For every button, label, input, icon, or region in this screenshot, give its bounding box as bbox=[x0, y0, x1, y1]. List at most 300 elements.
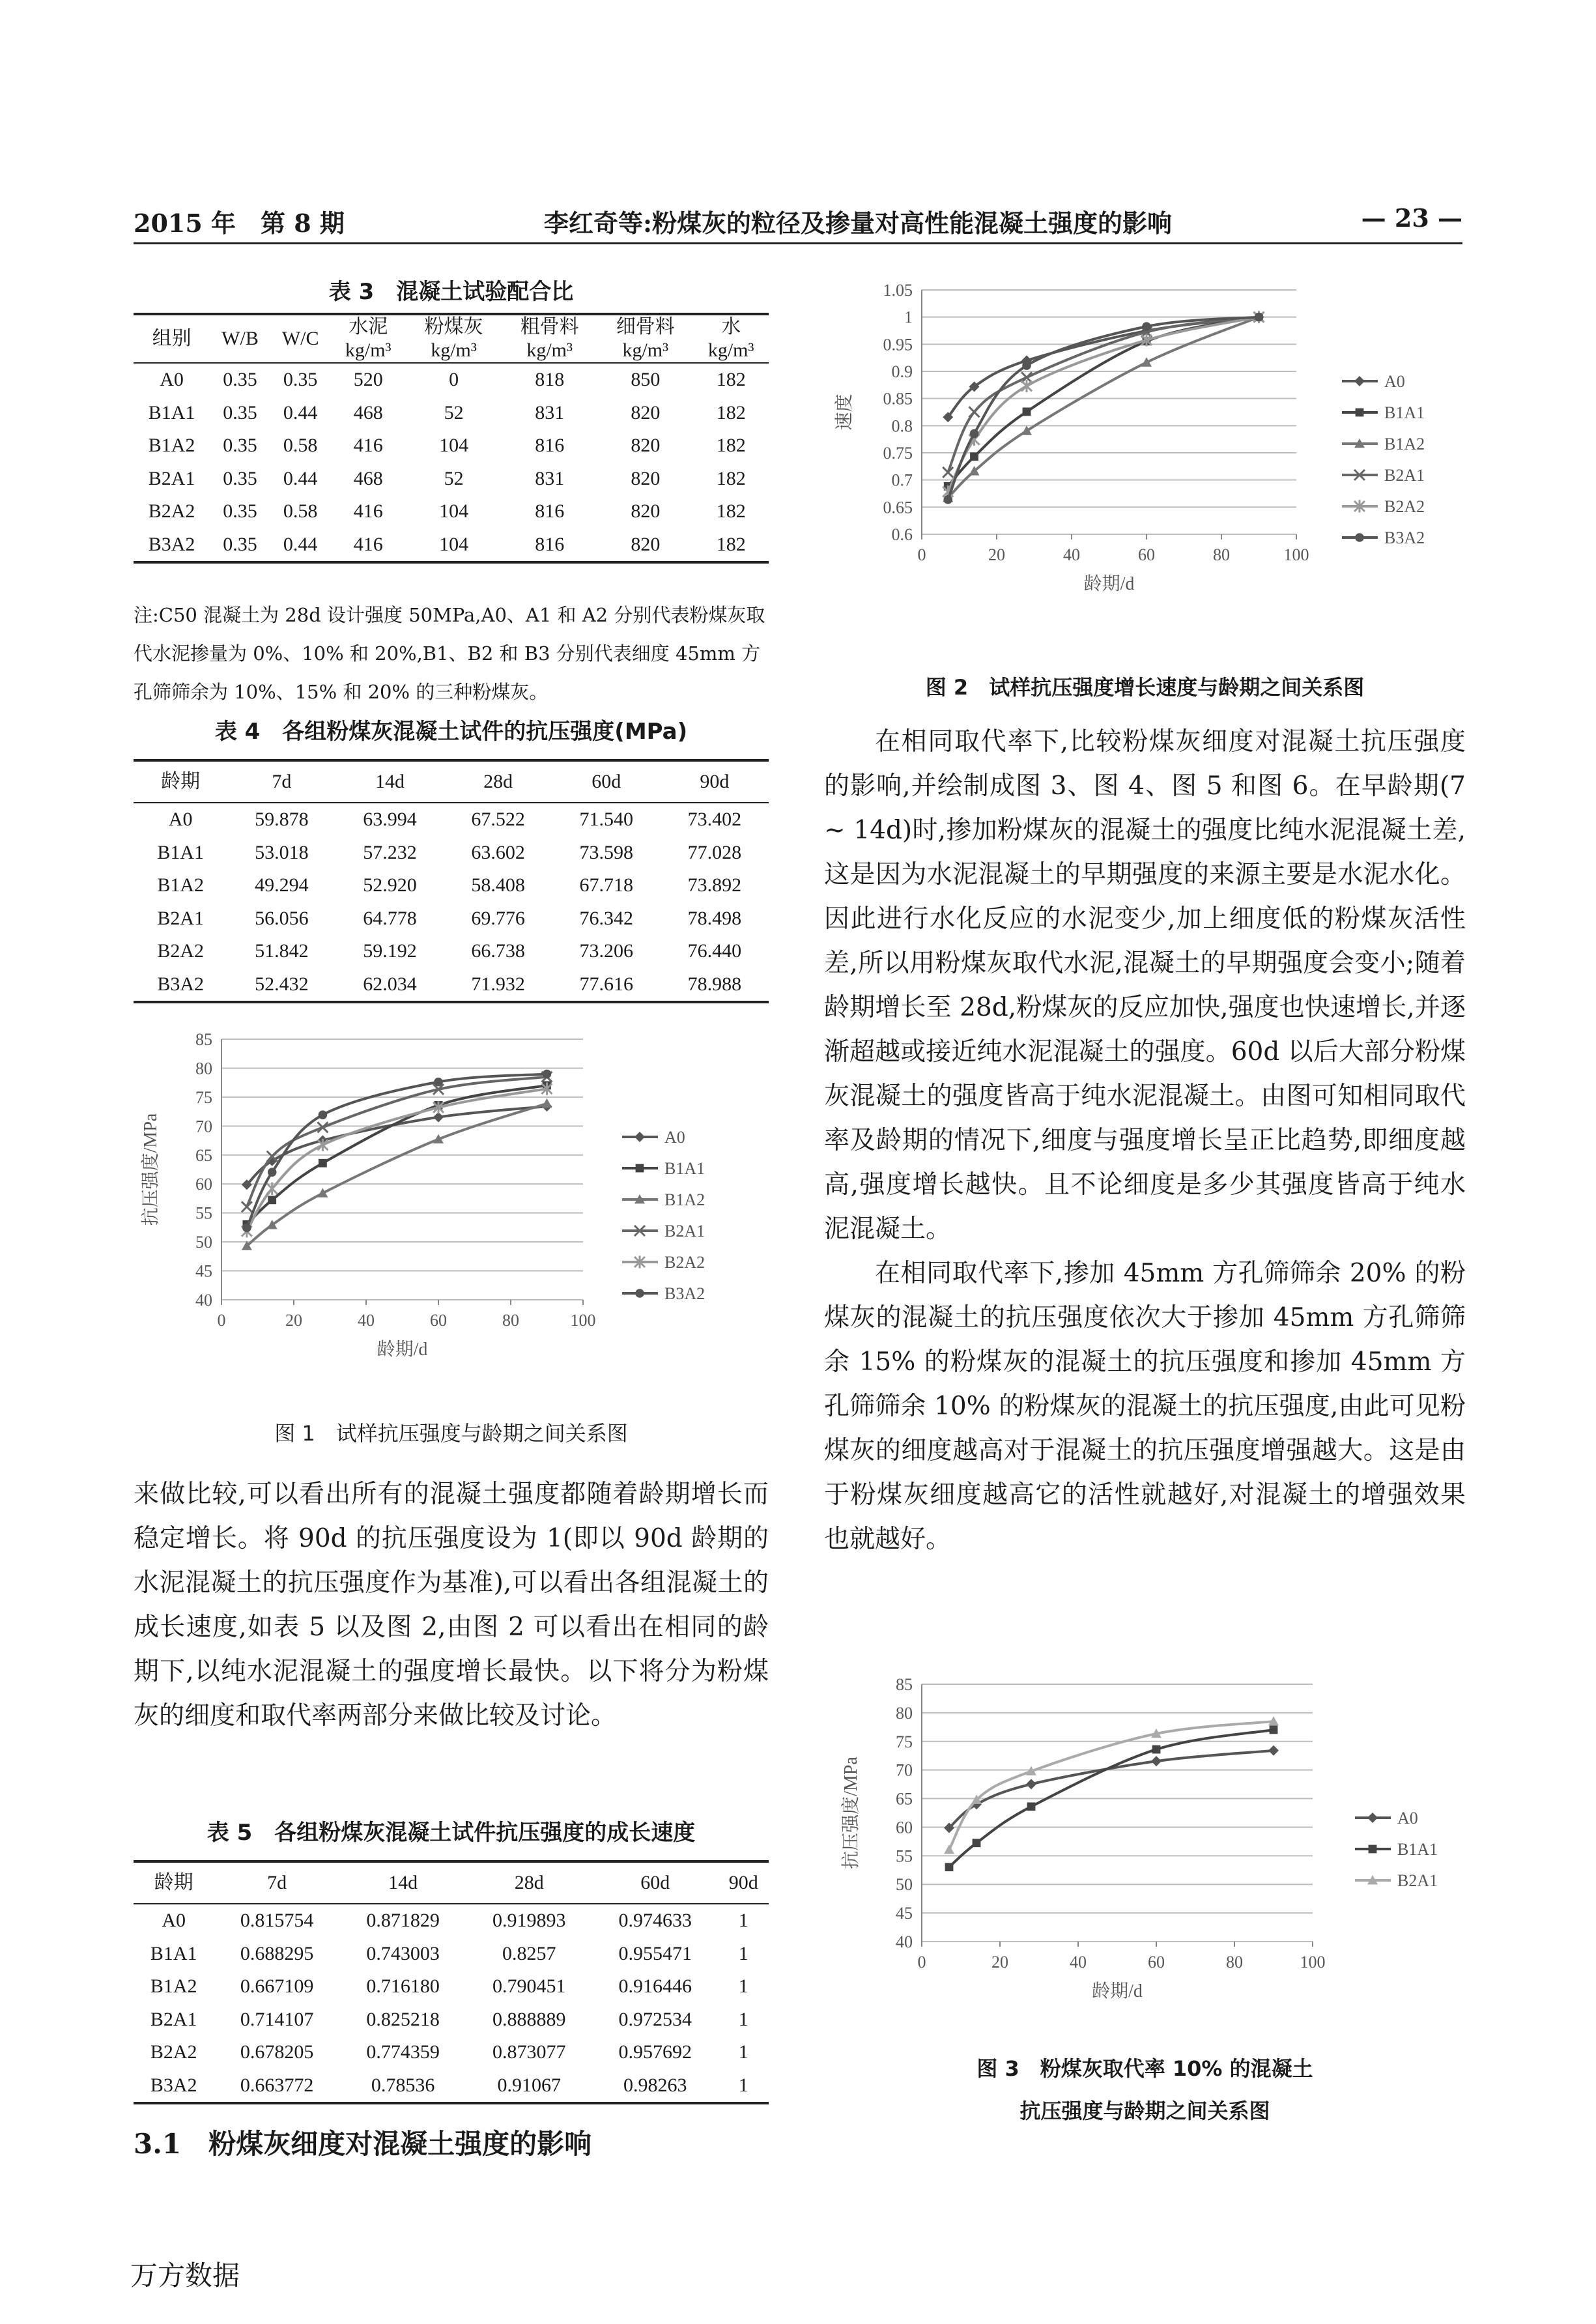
x-tick-label: 40 bbox=[1070, 1953, 1087, 1972]
table-cell: 0.815754 bbox=[214, 1904, 340, 1938]
table-header-cell: 7d bbox=[227, 760, 335, 803]
x-tick-label: 80 bbox=[1213, 545, 1230, 564]
table-cell: 0.974633 bbox=[592, 1904, 719, 1938]
y-tick-label: 0.75 bbox=[883, 444, 913, 463]
table-cell: 0.957692 bbox=[618, 2041, 692, 2063]
journal-issue: 2015 年 第 8 期 bbox=[134, 208, 345, 238]
table-cell: 182 bbox=[716, 500, 746, 523]
row-label: B1A2 bbox=[150, 1975, 197, 1998]
table-header-cell: 90d bbox=[719, 1861, 769, 1904]
t3-h-wb: W/B bbox=[210, 314, 270, 363]
table-cell: 0.35 bbox=[270, 363, 331, 397]
table-cell: 0 bbox=[406, 363, 502, 397]
y-tick-label: 70 bbox=[195, 1117, 212, 1136]
figure2-title: 图 2 试样抗压强度增长速度与龄期之间关系图 bbox=[925, 675, 1365, 700]
row-label: B2A1 bbox=[148, 467, 195, 489]
data-point bbox=[319, 1159, 327, 1168]
series-line bbox=[948, 317, 1259, 487]
table-cell: 0.44 bbox=[270, 528, 331, 563]
row-label: B2A2 bbox=[157, 940, 205, 962]
table-cell: 63.602 bbox=[471, 841, 525, 863]
table-cell: 67.718 bbox=[579, 874, 634, 897]
table-row bbox=[134, 803, 769, 837]
table-cell: 58.408 bbox=[471, 874, 525, 897]
table-header-cell: 90d bbox=[661, 760, 769, 803]
legend-label: B2A1 bbox=[664, 1222, 705, 1241]
series-B2A1 bbox=[242, 1072, 552, 1212]
table-cell: 1 bbox=[719, 2069, 769, 2104]
y-tick-label: 45 bbox=[195, 1261, 212, 1281]
data-point bbox=[1027, 1802, 1036, 1811]
table-cell: 0.35 bbox=[223, 467, 257, 489]
table-cell: 64.778 bbox=[363, 907, 417, 929]
section-heading: 3.1 粉煤灰细度对混凝土强度的影响 bbox=[134, 2128, 592, 2160]
table-cell: 816 bbox=[535, 500, 565, 523]
y-tick-label: 50 bbox=[896, 1875, 913, 1895]
table-row bbox=[134, 968, 769, 1003]
data-point bbox=[1255, 313, 1264, 322]
figure3-chart bbox=[837, 1671, 1466, 2007]
table-row bbox=[134, 463, 769, 496]
table-cell: 416 bbox=[330, 528, 406, 563]
table-cell: 71.540 bbox=[552, 803, 661, 837]
data-point bbox=[242, 1224, 251, 1233]
row-label: B2A2 bbox=[150, 2041, 197, 2063]
row-label: B2A2 bbox=[148, 500, 195, 523]
series-B1A2 bbox=[242, 1098, 552, 1250]
table-cell: 78.988 bbox=[661, 968, 769, 1003]
table-cell: 66.738 bbox=[471, 940, 525, 962]
x-axis-label: 龄期/d bbox=[1083, 574, 1135, 594]
y-tick-label: 0.7 bbox=[891, 470, 913, 490]
x-tick-label: 100 bbox=[1283, 545, 1309, 564]
data-point bbox=[970, 429, 979, 438]
data-point bbox=[1356, 409, 1364, 417]
table-cell: 63.994 bbox=[335, 803, 444, 837]
table-cell: 1 bbox=[738, 1942, 748, 1964]
table-cell: 0.678205 bbox=[240, 2041, 314, 2063]
data-point bbox=[635, 1289, 644, 1298]
table-cell: 1 bbox=[738, 2041, 748, 2063]
data-point bbox=[317, 1122, 328, 1132]
table-cell: 816 bbox=[502, 528, 597, 563]
table-cell: 0.688295 bbox=[240, 1942, 314, 1964]
data-point bbox=[543, 1070, 552, 1079]
row-label: B3A2 bbox=[134, 968, 227, 1003]
table-cell: 53.018 bbox=[255, 841, 309, 863]
table-cell: 0.58 bbox=[283, 500, 318, 523]
table3-caption: 表 3 混凝土试验配合比 bbox=[328, 279, 574, 305]
table-cell: 0.44 bbox=[283, 401, 318, 423]
t3-h-flyash: 粉煤灰 bbox=[406, 314, 502, 339]
table-cell: 71.932 bbox=[444, 968, 552, 1003]
figure1-title: 图 1 试样抗压强度与龄期之间关系图 bbox=[274, 1421, 628, 1446]
table-cell: 76.342 bbox=[579, 907, 634, 929]
y-tick-label: 0.85 bbox=[883, 389, 913, 409]
t3-h-group: 组别 bbox=[134, 314, 210, 363]
y-tick-label: 45 bbox=[896, 1904, 913, 1923]
table-header-cell: 7d bbox=[214, 1861, 340, 1904]
data-point bbox=[267, 1183, 278, 1195]
data-point bbox=[1270, 1726, 1278, 1734]
table-row bbox=[134, 397, 769, 430]
y-tick-label: 40 bbox=[195, 1291, 212, 1310]
table-cell: 468 bbox=[353, 401, 383, 423]
table-cell: 78.498 bbox=[687, 907, 742, 929]
y-axis-label: 速度 bbox=[834, 394, 855, 431]
table-header-cell: 60d bbox=[592, 1861, 719, 1904]
y-tick-label: 85 bbox=[195, 1030, 212, 1049]
data-point bbox=[1367, 1813, 1378, 1823]
legend-label: A0 bbox=[1384, 372, 1405, 391]
row-label: B3A2 bbox=[134, 528, 210, 563]
y-axis-label: 抗压强度/MPa bbox=[841, 1757, 861, 1869]
row-label: B1A2 bbox=[148, 435, 195, 457]
article-title: 李红奇等:粉煤灰的粒径及掺量对高性能混凝土强度的影响 bbox=[544, 208, 1173, 238]
data-point bbox=[542, 1098, 552, 1108]
data-point bbox=[1152, 1745, 1161, 1754]
series-line bbox=[948, 317, 1259, 492]
y-tick-label: 60 bbox=[195, 1175, 212, 1194]
table-header-cell: 龄期 bbox=[134, 760, 227, 803]
table-cell: 850 bbox=[597, 363, 693, 397]
x-tick-label: 0 bbox=[917, 1953, 926, 1972]
table-row bbox=[134, 902, 769, 936]
table-header-cell: 14d bbox=[340, 1861, 466, 1904]
x-tick-label: 0 bbox=[217, 1311, 226, 1330]
x-axis-label: 龄期/d bbox=[377, 1340, 428, 1360]
series-A0 bbox=[944, 1745, 1279, 1833]
data-point bbox=[943, 467, 953, 478]
table5-caption: 表 5 各组粉煤灰混凝土试件抗压强度的成长速度 bbox=[207, 1820, 696, 1846]
row-label: B1A2 bbox=[157, 874, 205, 897]
data-point bbox=[1023, 408, 1031, 416]
table-cell: 0.78536 bbox=[340, 2069, 466, 2104]
series-line bbox=[948, 317, 1259, 418]
table-row bbox=[134, 429, 769, 463]
data-point bbox=[242, 1201, 252, 1212]
table-cell: 0.790451 bbox=[492, 1975, 566, 1998]
x-tick-label: 20 bbox=[988, 545, 1005, 564]
table-cell: 57.232 bbox=[363, 841, 417, 863]
y-axis-label: 抗压强度/MPa bbox=[141, 1113, 161, 1226]
table-row bbox=[134, 869, 769, 902]
page-header bbox=[134, 203, 1462, 244]
legend-label: B2A1 bbox=[1384, 466, 1425, 485]
t3-h-water: 水 bbox=[693, 314, 769, 339]
paragraph: 来做比较,可以看出所有的混凝土强度都随着龄期增长而稳定增长。将 90d 的抗压强度设为 1(即以 90d 龄期的水泥混凝土的抗压强度作为基准),可以看出各组混凝土的成长速度,如表 5 以及图 2,由图 2 可以看出在相同的龄期下,以纯水泥混凝土的强度增长最快。以下将分为粉煤灰的细度和取代率两部分来做比较及讨论。 bbox=[134, 1480, 769, 1730]
t3-unit: kg/m³ bbox=[707, 339, 754, 361]
table-cell: 0.873077 bbox=[492, 2041, 566, 2063]
row-label: B3A2 bbox=[134, 2069, 214, 2104]
table-row bbox=[134, 837, 769, 870]
table-cell: 818 bbox=[502, 363, 597, 397]
data-point bbox=[634, 1132, 645, 1142]
table-cell: 831 bbox=[535, 401, 565, 423]
x-axis-label: 龄期/d bbox=[1092, 1981, 1143, 2001]
y-tick-label: 55 bbox=[896, 1846, 913, 1866]
table-cell: 1 bbox=[719, 1904, 769, 1938]
data-point bbox=[944, 1844, 954, 1854]
data-point bbox=[1369, 1845, 1377, 1854]
y-tick-label: 0.95 bbox=[883, 335, 913, 354]
row-label: B1A1 bbox=[157, 841, 205, 863]
x-tick-label: 60 bbox=[1138, 545, 1155, 564]
table-cell: 0.972534 bbox=[618, 2008, 692, 2030]
table-cell: 51.842 bbox=[255, 940, 309, 962]
data-point bbox=[943, 495, 952, 504]
table-cell: 76.440 bbox=[687, 940, 742, 962]
legend-label: B3A2 bbox=[1384, 528, 1425, 547]
data-point bbox=[317, 1139, 328, 1151]
table-cell: 0.919893 bbox=[466, 1904, 592, 1938]
table-cell: 73.892 bbox=[687, 874, 742, 897]
table-cell: 0.91067 bbox=[466, 2069, 592, 2104]
table-row bbox=[134, 495, 769, 528]
y-tick-label: 85 bbox=[896, 1675, 913, 1694]
left-body-text bbox=[134, 1472, 769, 1738]
table-cell: 820 bbox=[597, 528, 693, 563]
table-cell: 0.58 bbox=[283, 435, 318, 457]
table-cell: 0.743003 bbox=[366, 1942, 440, 1964]
figure1-chart bbox=[134, 1026, 769, 1365]
table-cell: 0.888889 bbox=[492, 2008, 566, 2030]
table-cell: 0.44 bbox=[283, 467, 318, 489]
table-cell: 62.034 bbox=[335, 968, 444, 1003]
table-cell: 816 bbox=[535, 435, 565, 457]
table-cell: 182 bbox=[716, 467, 746, 489]
table-cell: 182 bbox=[716, 401, 746, 423]
data-point bbox=[1142, 322, 1151, 331]
legend-label: B2A2 bbox=[1384, 497, 1425, 516]
table-cell: 104 bbox=[439, 500, 469, 523]
table-cell: 820 bbox=[631, 435, 661, 457]
table-cell: 0.667109 bbox=[240, 1975, 314, 1998]
table-cell: 820 bbox=[631, 401, 661, 423]
x-tick-label: 60 bbox=[430, 1311, 447, 1330]
table4 bbox=[134, 759, 769, 1003]
table-cell: 73.402 bbox=[661, 803, 769, 837]
legend-label: B1A2 bbox=[1384, 435, 1425, 453]
data-point bbox=[1021, 380, 1032, 392]
table-cell: 468 bbox=[353, 467, 383, 489]
paragraph: 在相同取代率下,掺加 45mm 方孔筛筛余 20% 的粉煤灰的混凝土的抗压强度依次大于掺加 45mm 方孔筛筛余 15% 的粉煤灰的混凝土的抗压强度和掺加 45mm 方孔筛筛余 10% 的粉煤灰的混凝土的抗压强度,由此可见粉煤灰的细度越高对于混凝土的抗压强度增强越大。这是由于粉煤灰细度越高它的活性就越好,对混凝土的增强效果也就越好。 bbox=[824, 1259, 1466, 1554]
table-cell: 0.35 bbox=[210, 528, 270, 563]
table-cell: 104 bbox=[439, 435, 469, 457]
y-tick-label: 80 bbox=[195, 1059, 212, 1078]
row-label: A0 bbox=[134, 1904, 214, 1938]
y-tick-label: 1 bbox=[904, 308, 913, 327]
legend-label: A0 bbox=[1397, 1809, 1418, 1828]
x-tick-label: 80 bbox=[502, 1311, 519, 1330]
row-label: B1A1 bbox=[150, 1942, 197, 1964]
t3-h-coarse: 粗骨料 bbox=[502, 314, 597, 339]
legend-label: B1A1 bbox=[1397, 1840, 1438, 1859]
table-row bbox=[134, 2003, 769, 2037]
table-row bbox=[134, 2069, 769, 2104]
table-cell: 73.206 bbox=[579, 940, 634, 962]
y-tick-label: 50 bbox=[195, 1233, 212, 1252]
x-tick-label: 60 bbox=[1148, 1953, 1165, 1972]
table-row bbox=[134, 935, 769, 968]
row-label: B2A1 bbox=[150, 2008, 197, 2030]
data-point bbox=[969, 407, 980, 417]
data-point bbox=[973, 1839, 981, 1847]
table3 bbox=[134, 313, 769, 564]
y-tick-label: 60 bbox=[896, 1818, 913, 1837]
page-number: — 23 — bbox=[1361, 203, 1462, 233]
x-tick-label: 20 bbox=[991, 1953, 1008, 1972]
table-header-cell: 龄期 bbox=[134, 1861, 214, 1904]
legend-label: B2A1 bbox=[1397, 1871, 1438, 1890]
table-cell: 1 bbox=[738, 1975, 748, 1998]
data-point bbox=[970, 452, 978, 461]
table-cell: 56.056 bbox=[255, 907, 309, 929]
x-tick-label: 20 bbox=[285, 1311, 302, 1330]
t3-h-cement: 水泥 bbox=[330, 314, 406, 339]
data-point bbox=[268, 1196, 276, 1204]
legend-label: B1A2 bbox=[664, 1190, 705, 1209]
series-B3A2 bbox=[943, 313, 1263, 504]
table-row bbox=[134, 1904, 769, 1938]
table-cell: 182 bbox=[693, 528, 769, 563]
series-B2A1 bbox=[944, 1716, 1279, 1854]
table-cell: 0.825218 bbox=[366, 2008, 440, 2030]
y-tick-label: 75 bbox=[195, 1087, 212, 1107]
table-cell: 820 bbox=[631, 467, 661, 489]
table-cell: 0.35 bbox=[210, 363, 270, 397]
t3-unit: kg/m³ bbox=[526, 339, 573, 361]
data-point bbox=[1022, 361, 1031, 370]
table-cell: 52 bbox=[444, 467, 464, 489]
data-point bbox=[1355, 533, 1364, 542]
table-row bbox=[134, 2036, 769, 2069]
table-cell: 69.776 bbox=[471, 907, 525, 929]
table-cell: 0.35 bbox=[223, 435, 257, 457]
table-cell: 77.028 bbox=[687, 841, 742, 863]
table-cell: 0.98263 bbox=[592, 2069, 719, 2104]
series-line bbox=[949, 1721, 1274, 1850]
y-tick-label: 0.9 bbox=[891, 362, 913, 381]
table4-caption: 表 4 各组粉煤灰混凝土试件的抗压强度(MPa) bbox=[214, 719, 688, 745]
paragraph: 在相同取代率下,比较粉煤灰细度对混凝土抗压强度的影响,并绘制成图 3、图 4、图 5 和图 6。在早龄期(7 ~ 14d)时,掺加粉煤灰的混凝土的强度比纯水泥混凝土差,这是因为水泥混凝土的早期强度的来源主要是水泥水化。因此进行水化反应的水泥变少,加上细度低的粉煤灰活性差,所以用粉煤灰取代水泥,混凝土的早期强度会变小;随着龄期增长至 28d,粉煤灰的反应加快,强度也快速增长,并逐渐超越或接近纯水泥混凝土的强度。60d 以后大部分粉煤灰混凝土的强度皆高于纯水泥混凝土。由图可知相同取代率及龄期的情况下,细度与强度增长呈正比趋势,即细度越高,强度增长越快。且不论细度是多少其强度皆高于纯水泥混凝土。 bbox=[824, 727, 1466, 1244]
row-label: B1A1 bbox=[148, 401, 195, 423]
table-cell: 416 bbox=[353, 500, 383, 523]
table-cell: 49.294 bbox=[255, 874, 309, 897]
legend-label: A0 bbox=[664, 1128, 685, 1147]
y-tick-label: 65 bbox=[896, 1789, 913, 1809]
table-cell: 520 bbox=[330, 363, 406, 397]
table-cell: 59.878 bbox=[227, 803, 335, 837]
x-tick-label: 0 bbox=[917, 545, 926, 564]
t3-unit: kg/m³ bbox=[622, 339, 669, 361]
footer-watermark: 万方数据 bbox=[130, 2259, 240, 2291]
data-point bbox=[636, 1164, 644, 1173]
table-cell: 0.916446 bbox=[618, 1975, 692, 1998]
x-tick-label: 100 bbox=[570, 1311, 596, 1330]
legend-label: B2A2 bbox=[664, 1253, 705, 1272]
table-cell: 77.616 bbox=[552, 968, 661, 1003]
table-header-cell: 28d bbox=[444, 760, 552, 803]
table-cell: 59.192 bbox=[363, 940, 417, 962]
table-header-cell: 28d bbox=[466, 1861, 592, 1904]
table5 bbox=[134, 1860, 769, 2104]
data-point bbox=[319, 1110, 328, 1119]
y-tick-label: 0.65 bbox=[883, 498, 913, 517]
data-point bbox=[945, 1863, 954, 1871]
table-cell: 0.955471 bbox=[618, 1942, 692, 1964]
table-cell: 52 bbox=[444, 401, 464, 423]
t3-unit: kg/m³ bbox=[431, 339, 477, 361]
y-tick-label: 65 bbox=[195, 1145, 212, 1165]
table-cell: 73.598 bbox=[579, 841, 634, 863]
table-cell: 52.432 bbox=[227, 968, 335, 1003]
table-cell: 182 bbox=[716, 435, 746, 457]
y-tick-label: 75 bbox=[896, 1732, 913, 1751]
table-cell: 0.35 bbox=[223, 401, 257, 423]
figure3-title-line1: 图 3 粉煤灰取代率 10% 的混凝土 bbox=[976, 2056, 1313, 2081]
t3-h-wc: W/C bbox=[270, 314, 331, 363]
table-cell: 0.663772 bbox=[214, 2069, 340, 2104]
y-tick-label: 0.6 bbox=[891, 525, 913, 544]
table-row bbox=[134, 363, 769, 397]
data-point bbox=[1026, 1779, 1036, 1789]
table-cell: 182 bbox=[693, 363, 769, 397]
x-tick-label: 40 bbox=[358, 1311, 375, 1330]
y-tick-label: 0.8 bbox=[891, 416, 913, 436]
table-row bbox=[134, 1938, 769, 1971]
table-cell: 0.35 bbox=[223, 500, 257, 523]
table-cell: 67.522 bbox=[444, 803, 552, 837]
data-point bbox=[1354, 376, 1365, 386]
data-point bbox=[434, 1078, 443, 1087]
table-cell: 1 bbox=[738, 2008, 748, 2030]
t3-h-fine: 细骨料 bbox=[597, 314, 693, 339]
figure2-chart bbox=[827, 274, 1466, 648]
row-label: A0 bbox=[134, 803, 227, 837]
x-tick-label: 80 bbox=[1226, 1953, 1243, 1972]
data-point bbox=[1268, 1745, 1279, 1756]
legend-label: B1A1 bbox=[1384, 403, 1425, 422]
table-row bbox=[134, 1970, 769, 2003]
y-tick-label: 70 bbox=[896, 1760, 913, 1780]
table-cell: 0.714107 bbox=[240, 2008, 314, 2030]
x-tick-label: 40 bbox=[1063, 545, 1080, 564]
legend-label: B1A1 bbox=[664, 1159, 705, 1178]
table-row bbox=[134, 528, 769, 563]
right-body-text bbox=[824, 720, 1466, 1562]
table-cell: 0.871829 bbox=[340, 1904, 466, 1938]
figure3-title-line2: 抗压强度与龄期之间关系图 bbox=[1019, 2099, 1270, 2123]
row-label: B2A1 bbox=[157, 907, 205, 929]
table-cell: 0.774359 bbox=[366, 2041, 440, 2063]
x-tick-label: 100 bbox=[1300, 1953, 1326, 1972]
table-cell: 831 bbox=[535, 467, 565, 489]
table-cell: 52.920 bbox=[363, 874, 417, 897]
series-line bbox=[949, 1751, 1274, 1828]
y-tick-label: 40 bbox=[896, 1932, 913, 1951]
table-cell: 820 bbox=[631, 500, 661, 523]
table-cell: 0.716180 bbox=[366, 1975, 440, 1998]
t3-unit: kg/m³ bbox=[345, 339, 392, 361]
y-tick-label: 80 bbox=[896, 1703, 913, 1723]
data-point bbox=[268, 1168, 277, 1177]
table-cell: 416 bbox=[353, 435, 383, 457]
table-header-cell: 60d bbox=[552, 760, 661, 803]
data-point bbox=[1151, 1756, 1161, 1766]
table-header-cell: 14d bbox=[335, 760, 444, 803]
table-cell: 0.8257 bbox=[502, 1942, 556, 1964]
